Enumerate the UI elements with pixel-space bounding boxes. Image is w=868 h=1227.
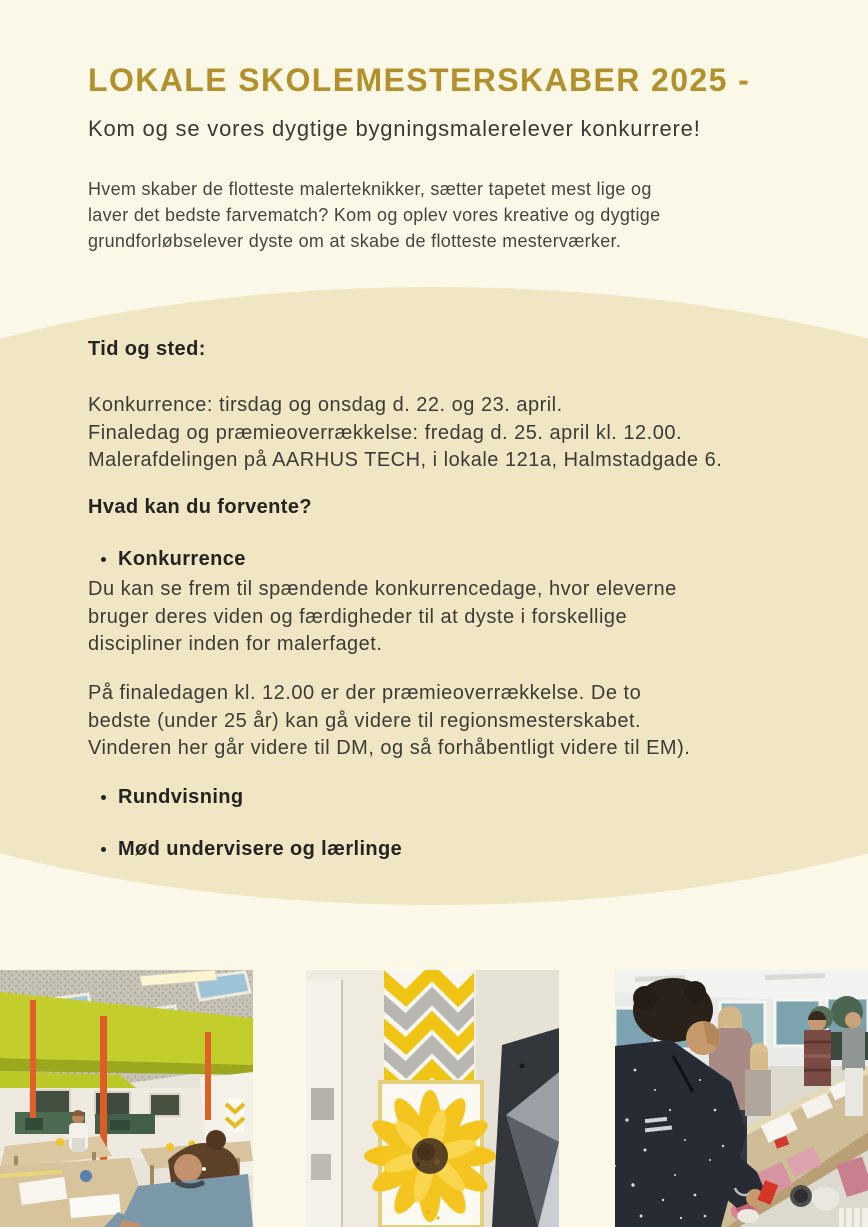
photo-sunflower-wall [306, 970, 559, 1227]
section-heading-tid-og-sted: Tid og sted: [88, 338, 206, 360]
intro-line: Hvem skaber de flotteste malerteknikker, sætter tapetet mest lige og [88, 179, 652, 199]
schedule-line: Konkurrence: tirsdag og onsdag d. 22. og 23. april. [88, 394, 563, 416]
paragraph-line: discipliner inden for malerfaget. [88, 633, 383, 655]
bullet-item-moed-undervisere: Mød undervisere og lærlinge [88, 838, 402, 861]
bullet-item-rundvisning: Rundvisning [88, 786, 244, 809]
page-subtitle: Kom og se vores dygtige bygningsmalerelever konkurrere! [88, 116, 701, 141]
paragraph-line: Du kan se frem til spændende konkurrencedage, hvor eleverne [88, 578, 677, 600]
section-heading-forvente: Hvad kan du forvente? [88, 496, 312, 518]
intro-line: laver det bedste farvematch? Kom og oplev vores kreative og dygtige [88, 205, 661, 225]
intro-paragraph [88, 176, 660, 254]
page-title: LOKALE SKOLEMESTERSKABER 2025 - [88, 62, 751, 98]
bullet-item-konkurrence: Konkurrence [88, 548, 246, 571]
intro-line: grundforløbselever dyste om at skabe de flotteste mesterværker. [88, 231, 622, 251]
paragraph-line: bedste (under 25 år) kan gå videre til regionsmesterskabet. [88, 709, 642, 732]
paragraph-line: bruger deres viden og færdigheder til at dyste i forskellige [88, 605, 628, 628]
schedule-details [88, 392, 722, 475]
schedule-line: Finaledag og præmieoverrækkelse: fredag d. 25. april kl. 12.00. [88, 421, 683, 444]
konkurrence-paragraph [88, 576, 677, 659]
students-table-illustration [615, 970, 868, 1227]
photo-students-table [615, 970, 868, 1227]
sunflower-wall-illustration [306, 970, 559, 1227]
workshop-interior-illustration [0, 970, 253, 1227]
photo-workshop-interior [0, 970, 253, 1227]
paragraph-line: På finaledagen kl. 12.00 er der præmieoverrækkelse. De to [88, 682, 642, 704]
finale-paragraph [88, 680, 690, 763]
paragraph-line: Vinderen her går videre til DM, og så forhåbentligt videre til EM). [88, 737, 691, 759]
schedule-line: Malerafdelingen på AARHUS TECH, i lokale 121a, Halmstadgade 6. [88, 449, 723, 471]
